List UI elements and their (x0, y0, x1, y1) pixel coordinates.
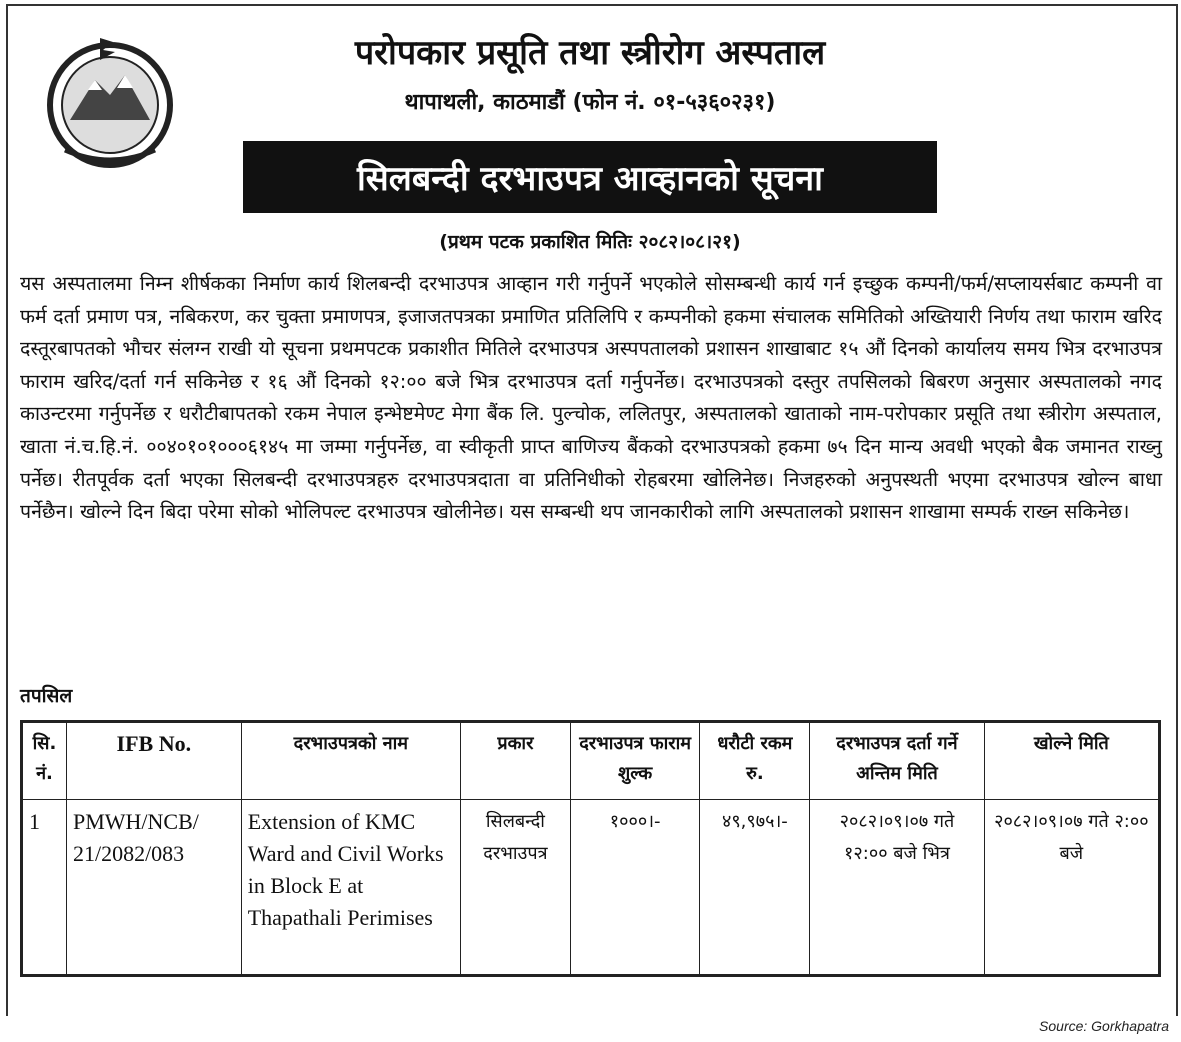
table-row (22, 800, 1160, 976)
government-emblem-logo (40, 30, 180, 170)
header-serial: सि. नं. (22, 722, 67, 800)
cell-deposit: ४९,९७५।- (700, 800, 810, 976)
cell-type: सिलबन्दी दरभाउपत्र (461, 800, 571, 976)
published-date: (प्रथम पटक प्रकाशित मितिः २०८२।०८।२१) (439, 231, 741, 253)
hospital-name: परोपकार प्रसूति तथा स्त्रीरोग अस्पताल (354, 33, 826, 73)
cell-bid-name: Extension of KMC Ward and Civil Works in Block E at Thapathali Perimises (241, 800, 460, 976)
notice-title-banner (243, 141, 937, 213)
header-opening-date: खोल्ने मिति (984, 722, 1159, 800)
tender-table (20, 720, 1161, 977)
cell-ifb-no: PMWH/NCB/ 21/2082/083 (66, 800, 241, 976)
header-ifb-no: IFB No. (66, 722, 241, 800)
header-bid-name: दरभाउपत्रको नाम (241, 722, 460, 800)
cell-form-fee: १०००।- (570, 800, 700, 976)
cell-serial: 1 (22, 800, 67, 976)
header-deadline: दरभाउपत्र दर्ता गर्ने अन्तिम मिति (810, 722, 984, 800)
hospital-address: थापाथली, काठमाडौं (फोन नं. ०१-५३६०२३१) (404, 90, 776, 115)
header-type: प्रकार (461, 722, 571, 800)
notice-title: सिलबन्दी दरभाउपत्र आव्हानको सूचना (357, 159, 823, 199)
source-credit: Source: Gorkhapatra (1039, 1018, 1169, 1034)
cell-deadline: २०८२।०९।०७ गते १२:०० बजे भित्र (810, 800, 984, 976)
header-form-fee: दरभाउपत्र फाराम शुल्क (570, 722, 700, 800)
header-deposit: धरौटी रकम रु. (700, 722, 810, 800)
cell-opening-date: २०८२।०९।०७ गते २:०० बजे (984, 800, 1159, 976)
table-header-row (22, 722, 1160, 800)
notice-body: यस अस्पतालमा निम्न शीर्षकका निर्माण कार्य शिलबन्दी दरभाउपत्र आव्हान गरी गर्नुपर्ने भएकोले सोसम्बन्धी कार्य गर्न इच्छुक कम्पनी/फर्म/सप्लायर्सबाट कम्पनी वा फर्म दर्ता प्रमाण पत्र, नबिकरण, कर चुक्ता प्रमाणपत्र, इजाजतपत्रका प्रमाणित प्रतिलिपि र कम्पनीको हकमा संचालक समितिको अख्तियारी निर्णय तथा फाराम खरिद दस्तूरबापतको भौचर संलग्न राखी यो सूचना प्रथमपटक प्रकाशीत मितिले दरभाउपत्र अस्पपतालको प्रशासन शाखाबाट १५ औं दिनको कार्यालय समय भित्र दरभाउपत्र फाराम खरिद/दर्ता गर्न सकिनेछ र १६ औं दिनको १२:०० बजे भित्र दरभाउपत्र दर्ता गर्नुपर्नेछ। दरभाउपत्रको दस्तुर तपसिलको बिबरण अनुसार अस्पतालको नगद काउन्टरमा गर्नुपर्नेछ र धरौटीबापतको रकम नेपाल इन्भेष्टमेण्ट मेगा बैंक लि. पुल्चोक, ललितपुर, अस्पतालको खाताको नाम-परोपकार प्रसूति तथा स्त्रीरोग अस्पताल, खाता नं.च.हि.नं. ००४०१०१०००६१४५ मा जम्मा गर्नुपर्नेछ, वा स्वीकृती प्राप्त बाणिज्य बैंकको दरभाउपत्रको हकमा ७५ दिन मान्य अवधी भएको बैक जमानत राख्नु पर्नेछ। रीतपूर्वक दर्ता भएका सिलबन्दी दरभाउपत्रहरु दरभाउपत्रदाता वा प्रतिनिधीको रोहबरमा खोलिनेछ। निजहरुको अनुपस्थती भएमा दरभाउपत्र खोल्न बाधा पर्नेछैन। खोल्ने दिन बिदा परेमा सोको भोलिपल्ट दरभाउपत्र खोलीनेछ। यस सम्बन्धी थप जानकारीको लागि अस्पतालको प्रशासन शाखामा सम्पर्क राख्न सकिनेछ। (20, 272, 1162, 524)
details-heading: तपसिल (20, 685, 73, 707)
